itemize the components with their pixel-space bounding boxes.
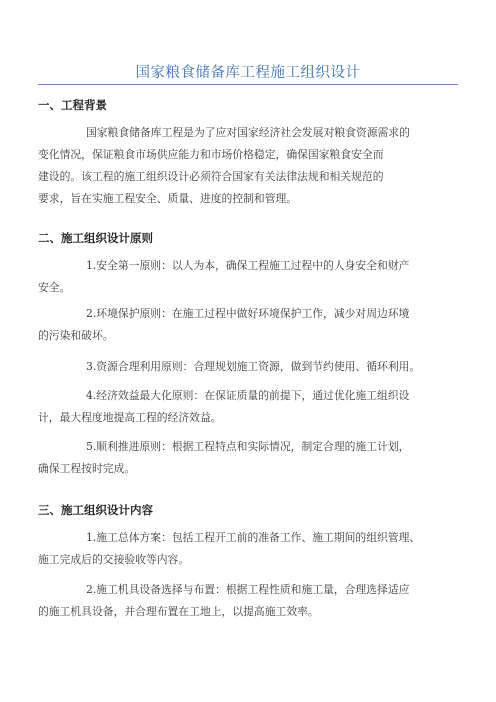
principle-1: [38, 255, 458, 299]
text-line: 3.资源合理利用原则：合理规划施工资源，做到节约使用、循环利用。: [86, 360, 421, 373]
document-title: 国家粮食储备库工程施工组织设计: [135, 65, 361, 81]
text-line: 5.顺利推进原则：根据工程特点和实际情况，制定合理的施工计划，: [86, 440, 410, 453]
text-line: 的污染和破坏。: [38, 329, 114, 342]
paragraph-background: [38, 122, 458, 210]
text-line: 2.环境保护原则：在施工过程中做好环境保护工作，减少对周边环境: [86, 307, 410, 320]
text-line: 施工完成后的交接验收等内容。: [38, 553, 190, 566]
text-line: 要求，旨在实施工程安全、质量、进度的控制和管理。: [38, 192, 298, 205]
principle-5: [38, 436, 458, 480]
section-heading-contents: 三、施工组织设计内容: [38, 503, 153, 517]
section-heading-background: 一、工程背景: [38, 98, 107, 112]
text-line: 2.施工机具设备选择与布置：根据工程性质和施工量，合理选择适应: [86, 583, 410, 596]
text-line: 1.施工总体方案：包括工程开工前的准备工作、施工期间的组织管理、: [86, 531, 421, 544]
text-line: 确保工程按时完成。: [38, 462, 136, 475]
content-item-2: [38, 579, 458, 623]
title-divider: [38, 84, 458, 85]
principle-3: [38, 356, 458, 378]
text-line: 国家粮食储备库工程是为了应对国家经济社会发展对粮食资源需求的: [86, 126, 410, 139]
section-heading-principles: 二、施工组织设计原则: [38, 231, 153, 245]
text-line: 变化情况，保证粮食市场供应能力和市场价格稳定，确保国家粮食安全而: [38, 148, 384, 161]
text-line: 4.经济效益最大化原则：在保证质量的前提下，通过优化施工组织设: [86, 389, 410, 402]
principle-4: [38, 385, 458, 429]
text-line: 建设的。该工程的施工组织设计必须符合国家有关法律法规和相关规范的: [38, 170, 384, 183]
principle-2: [38, 303, 458, 347]
text-line: 的施工机具设备，并合理布置在工地上，以提高施工效率。: [38, 605, 319, 618]
text-line: 计，最大程度地提高工程的经济效益。: [38, 411, 222, 424]
text-line: 1.安全第一原则：以人为本，确保工程施工过程中的人身安全和财产: [86, 259, 410, 272]
text-line: 安全。: [38, 281, 71, 294]
content-item-1: [38, 527, 458, 571]
